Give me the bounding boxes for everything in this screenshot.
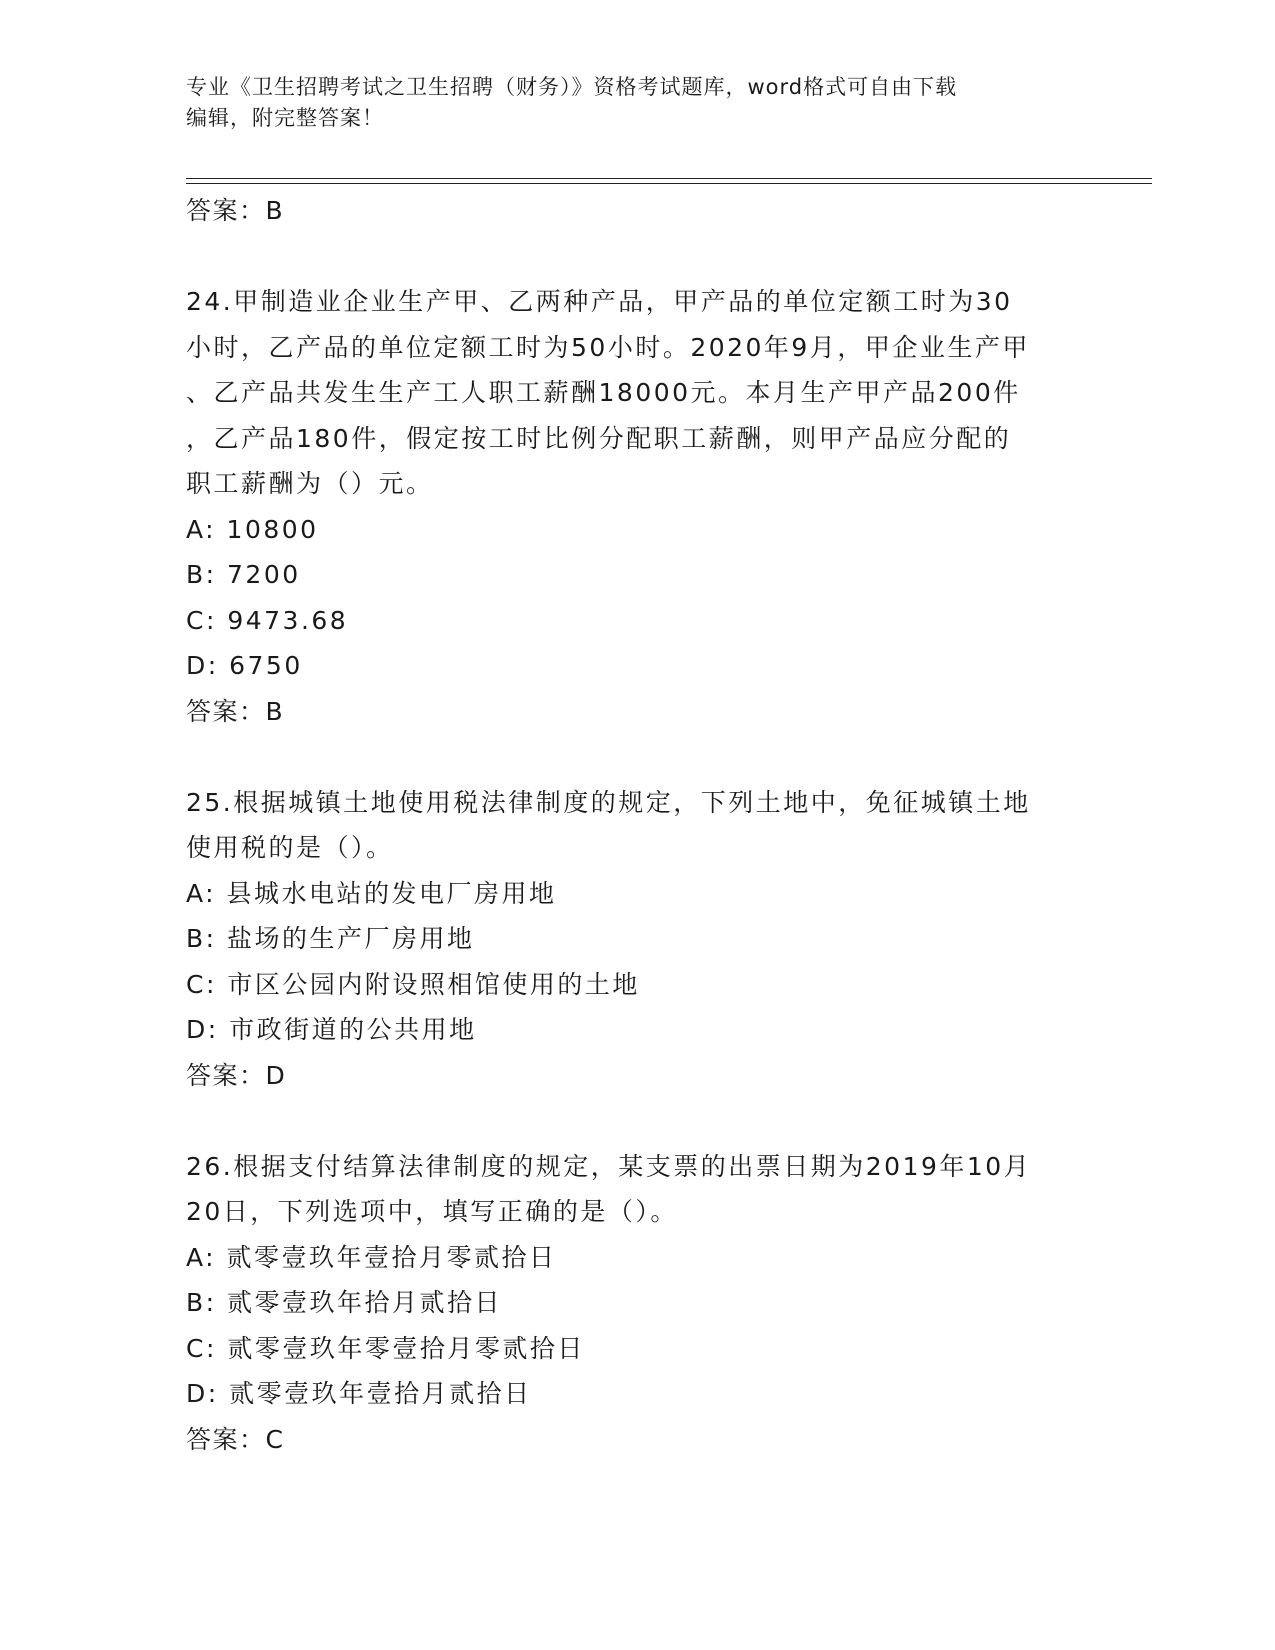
question-text-line: 、乙产品共发生生产工人职工薪酬18000元。本月生产甲产品200件 [186, 378, 1021, 407]
document-header [186, 72, 1066, 134]
option-c: C: 9473.68 [186, 605, 349, 635]
option-c: C: 贰零壹玖年零壹拾月零贰拾日 [186, 1333, 585, 1363]
question-text-line: 20日，下列选项中，填写正确的是（）。 [186, 1197, 678, 1226]
header-divider-bottom [186, 183, 1152, 184]
question-text-line: 25.根据城镇土地使用税法律制度的规定，下列土地中，免征城镇土地 [186, 787, 1031, 817]
question-text-line: ，乙产品180件，假定按工时比例分配职工薪酬，则甲产品应分配的 [186, 423, 1012, 453]
option-b: B: 贰零壹玖年拾月贰拾日 [186, 1288, 503, 1317]
question-list [186, 188, 1086, 1462]
question-25 [186, 780, 1086, 1099]
option-a: A: 贰零壹玖年壹拾月零贰拾日 [186, 1242, 557, 1272]
spacer [186, 1098, 1086, 1144]
header-line-2: 编辑，附完整答案！ [186, 106, 384, 130]
question-text-line: 职工薪酬为（）元。 [186, 469, 434, 498]
answer: 答案：D [186, 1060, 287, 1090]
header-divider-top [186, 178, 1152, 179]
previous-answer: 答案：B [186, 196, 285, 225]
option-d: D: 市政街道的公共用地 [186, 1015, 477, 1044]
option-a: A: 10800 [186, 514, 319, 544]
option-b: B: 7200 [186, 560, 301, 589]
question-text-line: 使用税的是（）。 [186, 833, 394, 862]
answer: 答案：B [186, 696, 285, 726]
question-24 [186, 279, 1086, 734]
question-text-line: 24.甲制造业企业生产甲、乙两种产品，甲产品的单位定额工时为30 [186, 287, 1013, 316]
question-26 [186, 1144, 1086, 1463]
question-text-line: 小时，乙产品的单位定额工时为50小时。2020年9月，甲企业生产甲 [186, 332, 1030, 362]
question-text-line: 26.根据支付结算法律制度的规定，某支票的出票日期为2019年10月 [186, 1151, 1032, 1181]
spacer [186, 734, 1086, 780]
option-d: D: 6750 [186, 651, 303, 680]
option-b: B: 盐场的生产厂房用地 [186, 924, 475, 953]
answer: 答案：C [186, 1424, 285, 1454]
spacer [186, 234, 1086, 280]
header-line-1: 专业《卫生招聘考试之卫生招聘（财务）》资格考试题库，word格式可自由下载 [186, 75, 958, 99]
option-d: D: 贰零壹玖年壹拾月贰拾日 [186, 1379, 532, 1408]
option-c: C: 市区公园内附设照相馆使用的土地 [186, 969, 640, 999]
option-a: A: 县城水电站的发电厂房用地 [186, 878, 557, 908]
